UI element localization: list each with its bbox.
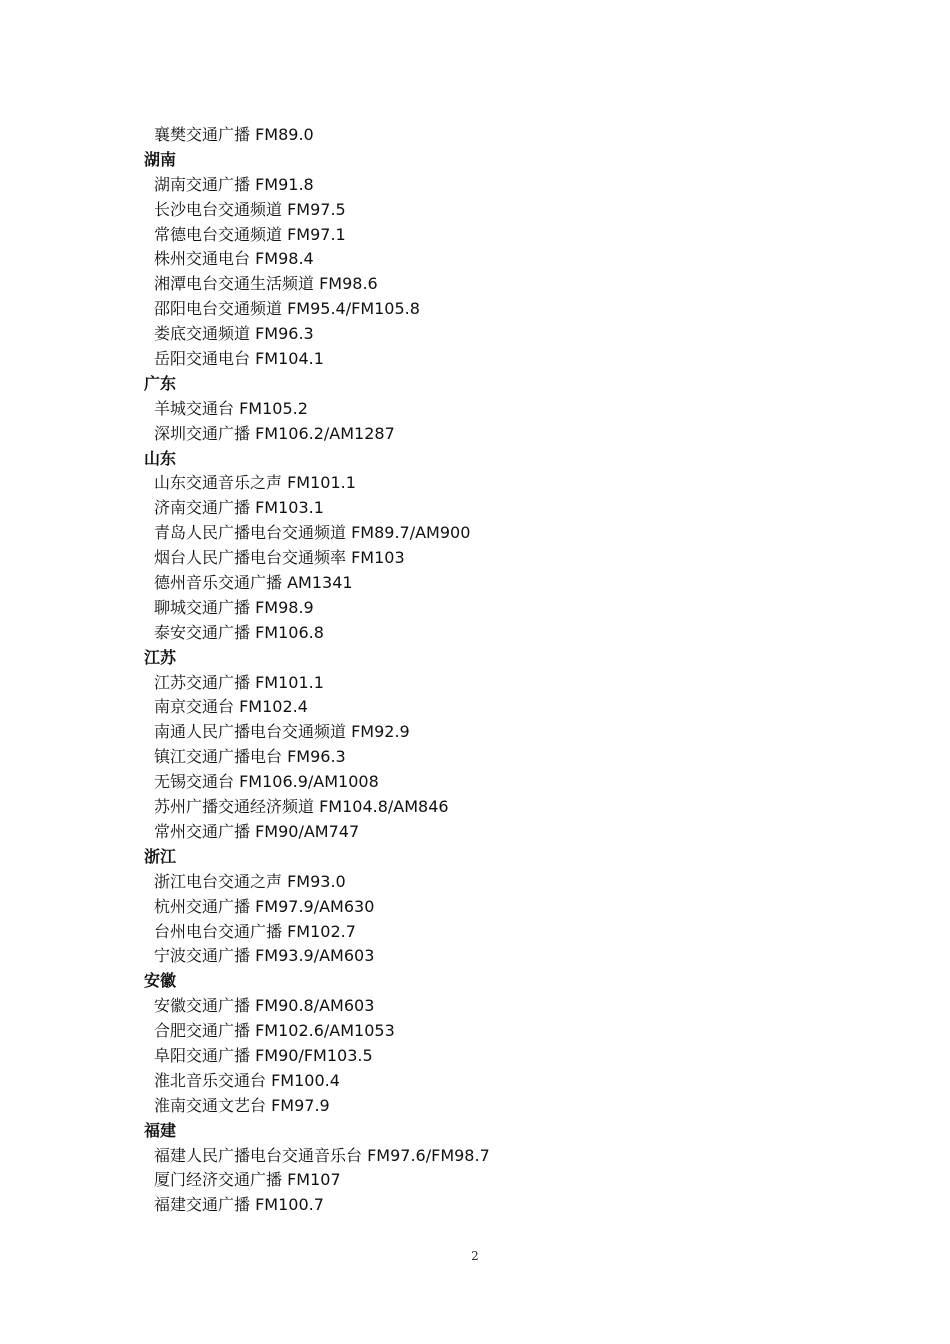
station-line: 浙江电台交通之声 FM93.0 [154, 871, 346, 891]
station-line: 聊城交通广播 FM98.9 [154, 597, 314, 617]
station-line: 淮北音乐交通台 FM100.4 [154, 1070, 340, 1090]
station-line: 台州电台交通广播 FM102.7 [154, 921, 356, 941]
province-heading: 湖南 [144, 149, 177, 169]
province-heading: 福建 [144, 1120, 177, 1140]
station-line: 福建人民广播电台交通音乐台 FM97.6/FM98.7 [154, 1145, 490, 1165]
station-line: 烟台人民广播电台交通频率 FM103 [154, 548, 405, 568]
station-line: 岳阳交通电台 FM104.1 [154, 349, 324, 369]
station-line: 青岛人民广播电台交通频道 FM89.7/AM900 [154, 523, 471, 543]
station-line: 泰安交通广播 FM106.8 [154, 622, 324, 642]
station-line: 株州交通电台 FM98.4 [154, 249, 314, 269]
station-line: 苏州广播交通经济频道 FM104.8/AM846 [154, 797, 449, 817]
station-line: 常德电台交通频道 FM97.1 [154, 224, 346, 244]
province-heading: 广东 [144, 373, 177, 393]
province-heading: 安徽 [144, 971, 177, 991]
province-heading: 江苏 [144, 647, 177, 667]
station-line: 南京交通台 FM102.4 [154, 697, 308, 717]
station-line: 深圳交通广播 FM106.2/AM1287 [154, 423, 395, 443]
station-line: 长沙电台交通频道 FM97.5 [154, 199, 346, 219]
station-line: 邵阳电台交通频道 FM95.4/FM105.8 [154, 299, 420, 319]
station-line: 阜阳交通广播 FM90/FM103.5 [154, 1045, 373, 1065]
station-line: 宁波交通广播 FM93.9/AM603 [154, 946, 375, 966]
province-heading: 浙江 [144, 846, 177, 866]
station-line: 襄樊交通广播 FM89.0 [154, 125, 314, 144]
station-line: 山东交通音乐之声 FM101.1 [154, 473, 356, 493]
station-line: 济南交通广播 FM103.1 [154, 498, 324, 518]
station-line: 常州交通广播 FM90/AM747 [154, 821, 360, 841]
station-line: 镇江交通广播电台 FM96.3 [154, 747, 346, 767]
station-line: 福建交通广播 FM100.7 [154, 1195, 324, 1215]
station-line: 湖南交通广播 FM91.8 [154, 174, 314, 194]
station-line: 南通人民广播电台交通频道 FM92.9 [154, 722, 410, 742]
province-heading: 山东 [144, 448, 177, 468]
station-line: 江苏交通广播 FM101.1 [154, 672, 324, 692]
station-line: 无锡交通台 FM106.9/AM1008 [154, 772, 379, 792]
station-line: 厦门经济交通广播 FM107 [154, 1170, 341, 1190]
station-line: 娄底交通频道 FM96.3 [154, 324, 314, 344]
station-line: 湘潭电台交通生活频道 FM98.6 [154, 274, 378, 294]
page-number: 2 [471, 1249, 479, 1263]
station-line: 羊城交通台 FM105.2 [154, 398, 308, 418]
station-list [144, 123, 864, 1218]
station-line: 安徽交通广播 FM90.8/AM603 [154, 996, 375, 1016]
station-line: 淮南交通文艺台 FM97.9 [154, 1095, 330, 1115]
station-line: 德州音乐交通广播 AM1341 [154, 573, 353, 593]
station-line: 杭州交通广播 FM97.9/AM630 [154, 896, 375, 916]
station-line: 合肥交通广播 FM102.6/AM1053 [154, 1021, 395, 1041]
